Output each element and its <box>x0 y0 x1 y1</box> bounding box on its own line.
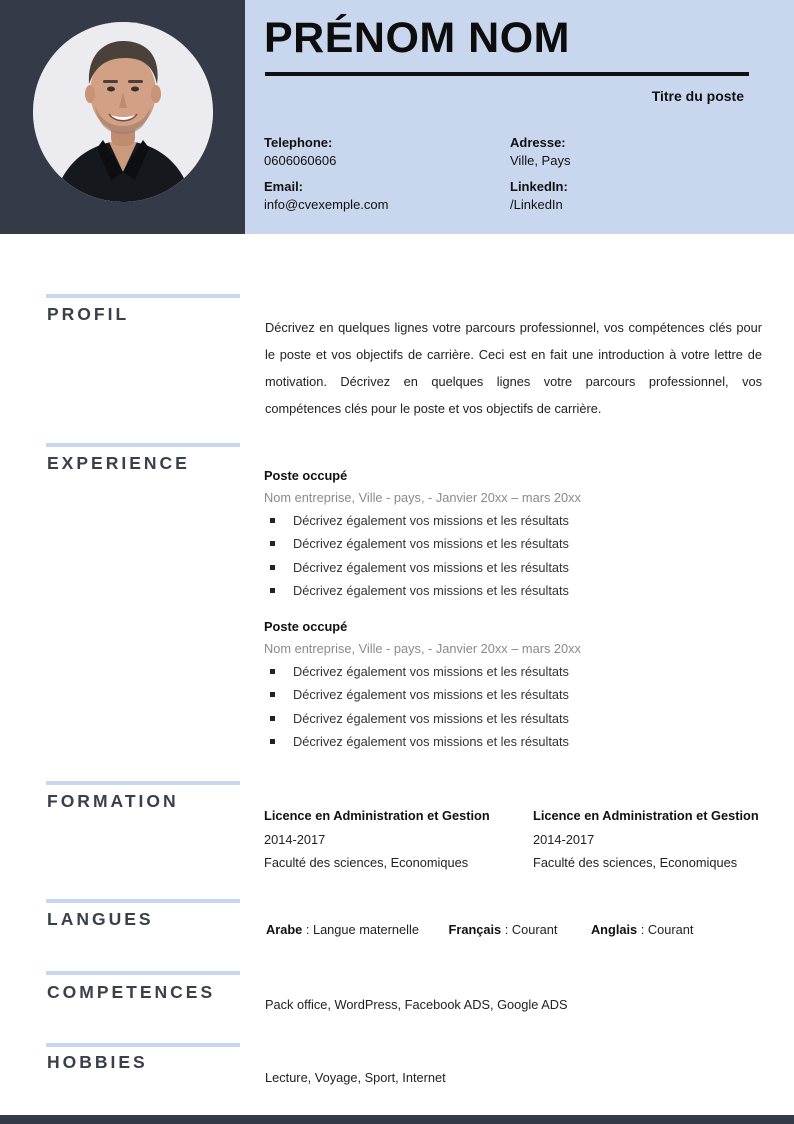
experience-company: Nom entreprise, Ville - pays, - Janvier 20xx – mars 20xx <box>264 490 581 505</box>
language-item <box>266 922 419 937</box>
contact-label: Adresse: <box>510 135 566 150</box>
section-title-langues: LANGUES <box>47 909 154 929</box>
section-title-experience: EXPERIENCE <box>47 453 190 473</box>
formation-degree: Licence en Administration et Gestion <box>264 808 490 823</box>
name-underline <box>265 72 749 76</box>
contact-adresse <box>510 134 570 170</box>
languages-row <box>266 922 693 937</box>
formation-years: 2014-2017 <box>533 831 595 847</box>
section-divider <box>46 443 240 447</box>
formation-degree: Licence en Administration et Gestion <box>533 808 759 823</box>
competences-list: Pack office, WordPress, Facebook ADS, Google ADS <box>265 997 568 1012</box>
section-divider <box>46 1043 240 1047</box>
experience-entry <box>264 465 744 602</box>
header-dark-panel <box>0 0 245 234</box>
profile-photo <box>33 22 213 202</box>
contact-telephone <box>264 134 336 170</box>
contact-email <box>264 178 388 214</box>
language-level: Courant <box>647 922 694 937</box>
candidate-name: PRÉNOM NOM <box>264 14 570 62</box>
contact-label: Email: <box>264 179 304 194</box>
section-title-hobbies: HOBBIES <box>47 1052 148 1072</box>
experience-bullets <box>264 509 744 602</box>
experience-entry <box>264 616 744 753</box>
formation-school: Faculté des sciences, Economiques <box>264 855 469 870</box>
footer-bar <box>0 1115 794 1124</box>
section-divider <box>46 971 240 975</box>
contact-label: LinkedIn: <box>510 179 568 194</box>
formation-entry <box>533 804 759 875</box>
contact-value: /LinkedIn <box>510 197 563 212</box>
contact-value: info@cvexemple.com <box>264 197 389 212</box>
experience-bullet: Décrivez également vos missions et les résultats <box>264 683 744 706</box>
formation-entry <box>264 804 490 875</box>
section-divider <box>46 781 240 785</box>
contact-value: 0606060606 <box>264 153 337 168</box>
formation-school: Faculté des sciences, Economiques <box>533 855 738 870</box>
hobbies-list: Lecture, Voyage, Sport, Internet <box>265 1070 446 1085</box>
experience-bullet: Décrivez également vos missions et les résultats <box>264 509 744 532</box>
language-separator: : <box>501 922 512 937</box>
language-name: Français <box>448 922 502 937</box>
language-name: Anglais <box>590 922 638 937</box>
language-separator: : <box>302 922 313 937</box>
experience-company: Nom entreprise, Ville - pays, - Janvier 20xx – mars 20xx <box>264 641 581 656</box>
section-title-profil: PROFIL <box>47 304 130 324</box>
formation-years: 2014-2017 <box>264 831 326 847</box>
contact-label: Telephone: <box>264 135 333 150</box>
section-title-formation: FORMATION <box>47 791 179 811</box>
experience-bullet: Décrivez également vos missions et les résultats <box>264 532 744 555</box>
experience-bullet: Décrivez également vos missions et les résultats <box>264 707 744 730</box>
experience-bullets <box>264 660 744 753</box>
language-level: Courant <box>511 922 558 937</box>
contact-value: Ville, Pays <box>510 153 571 168</box>
experience-bullet: Décrivez également vos missions et les résultats <box>264 660 744 683</box>
experience-bullet: Décrivez également vos missions et les résultats <box>264 730 744 753</box>
job-title: Titre du poste <box>651 88 744 104</box>
language-item <box>449 922 558 937</box>
language-name: Arabe <box>266 922 303 937</box>
experience-bullet: Décrivez également vos missions et les résultats <box>264 556 744 579</box>
experience-role: Poste occupé <box>264 468 348 483</box>
language-separator: : <box>637 922 648 937</box>
section-divider <box>46 899 240 903</box>
portrait-illustration <box>33 22 213 202</box>
language-item <box>591 922 693 937</box>
profile-summary: Décrivez en quelques lignes votre parcours professionnel, vos compétences clés pour le poste et vos objectifs de carrière. Ceci est en fait une introduction à votre lettre de motivation. Décrivez en quelques lignes votre parcours professionnel, vos compétences clés pour le poste et vos objectifs de carrière. <box>265 320 762 416</box>
section-title-competences: COMPETENCES <box>47 982 216 1002</box>
experience-role: Poste occupé <box>264 619 348 634</box>
contact-linkedin <box>510 178 568 214</box>
language-level: Langue maternelle <box>312 922 419 937</box>
section-divider <box>46 294 240 298</box>
experience-bullet: Décrivez également vos missions et les résultats <box>264 579 744 602</box>
